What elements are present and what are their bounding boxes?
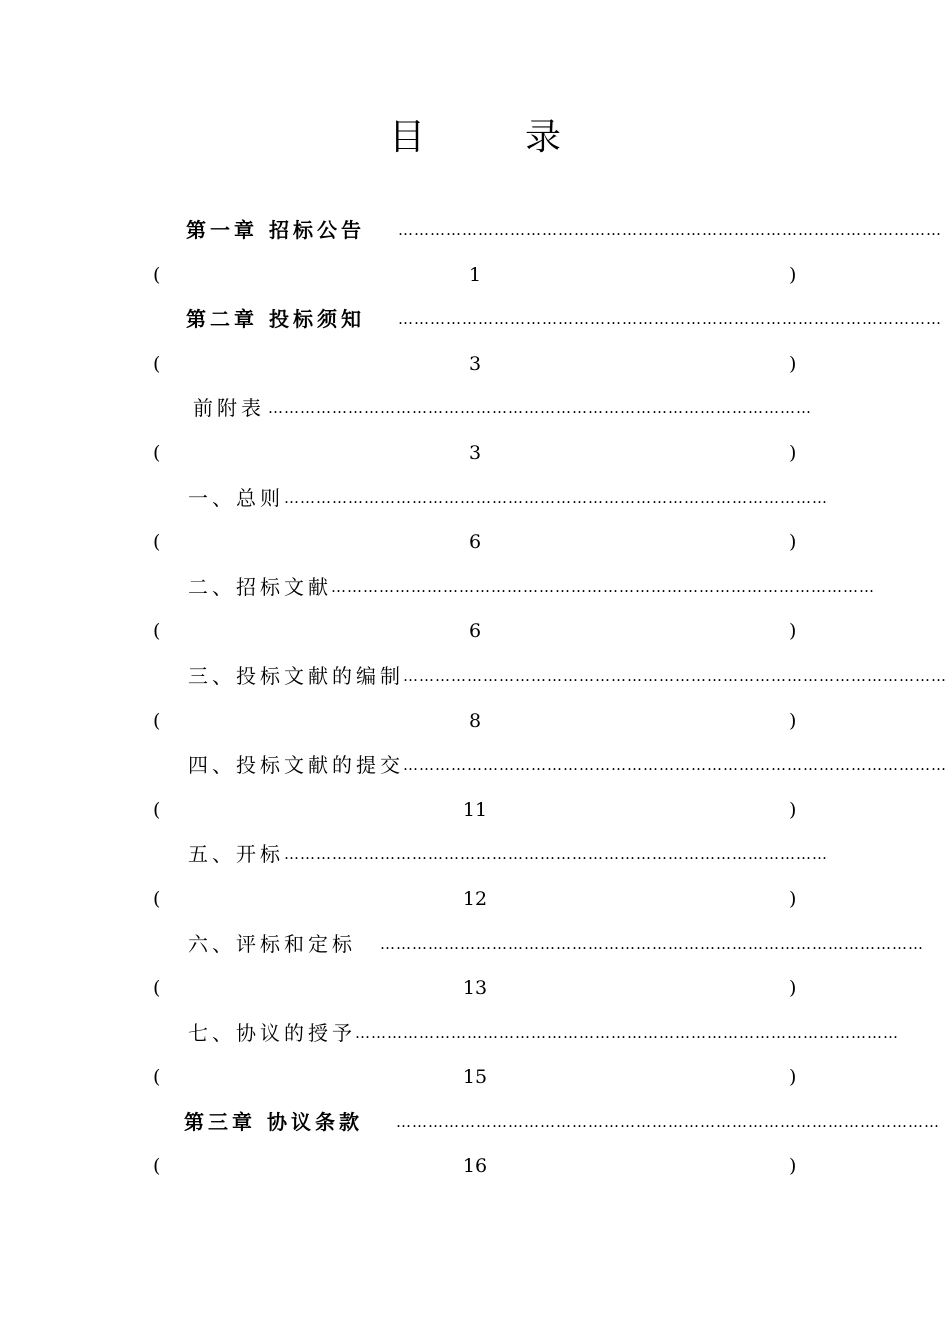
toc-entry[interactable] (0, 922, 950, 967)
toc-entry-label: 一、总则 (188, 485, 284, 510)
open-parenthesis: ( (153, 977, 161, 1000)
toc-entry[interactable] (0, 1011, 950, 1056)
toc-entry-label: 五、开标 (188, 842, 284, 867)
toc-page-number: 8 (468, 709, 482, 732)
close-parenthesis: ) (789, 887, 797, 910)
toc-entry-label: 第三章 协议条款 (184, 1109, 363, 1134)
toc-leader-dots: ………………………………………………………………………………………… (355, 1023, 899, 1042)
toc-page-number: 1 (468, 263, 482, 286)
title-char-2: 录 (525, 117, 562, 158)
close-parenthesis: ) (789, 531, 797, 554)
toc-entry-label: 前附表 (193, 396, 265, 421)
page-title (0, 112, 950, 164)
toc-leader-dots: ………………………………………………………………………………………… (284, 488, 828, 507)
toc-entry[interactable] (0, 208, 950, 253)
toc-page-number: 15 (462, 1066, 488, 1089)
toc-leader-dots: ………………………………………………………………………………………… (403, 666, 947, 685)
toc-leader-dots: ………………………………………………………………………………………… (396, 1112, 940, 1131)
toc-page-number: 6 (468, 620, 482, 643)
toc-leader-dots: ………………………………………………………………………………………… (331, 577, 875, 596)
toc-page-number: 3 (468, 352, 482, 375)
toc-entry[interactable] (0, 565, 950, 610)
open-parenthesis: ( (153, 263, 161, 286)
toc-entry-label: 第二章 投标须知 (186, 307, 365, 332)
close-parenthesis: ) (789, 620, 797, 643)
toc-page-line (0, 1055, 950, 1100)
toc-entry[interactable] (0, 297, 950, 342)
toc-page-number: 6 (468, 531, 482, 554)
toc-page-number: 12 (462, 887, 488, 910)
toc-entry-label: 三、投标文献的编制 (188, 663, 404, 688)
toc-page-line (0, 431, 950, 476)
open-parenthesis: ( (153, 887, 161, 910)
toc-entry[interactable] (0, 386, 950, 431)
toc-page-line (0, 699, 950, 744)
close-parenthesis: ) (789, 263, 797, 286)
toc-entry[interactable] (0, 1100, 950, 1145)
close-parenthesis: ) (789, 1155, 797, 1178)
toc-page-number: 11 (462, 798, 488, 821)
open-parenthesis: ( (153, 1066, 161, 1089)
toc-entry-label: 第一章 招标公告 (186, 218, 365, 242)
open-parenthesis: ( (153, 1155, 161, 1178)
toc-page-line (0, 253, 950, 298)
toc-entry[interactable] (0, 654, 950, 699)
toc-leader-dots: ………………………………………………………………………………………… (403, 756, 947, 775)
open-parenthesis: ( (153, 352, 161, 375)
toc-page-number: 3 (468, 441, 482, 464)
close-parenthesis: ) (789, 709, 797, 732)
toc-entry-label: 四、投标文献的提交 (188, 753, 404, 778)
toc-entry[interactable] (0, 832, 950, 877)
open-parenthesis: ( (153, 798, 161, 821)
toc-page-line (0, 877, 950, 922)
close-parenthesis: ) (789, 1066, 797, 1089)
close-parenthesis: ) (789, 977, 797, 1000)
toc-entry-label: 二、招标文献 (188, 574, 332, 599)
toc-page-number: 16 (462, 1155, 488, 1178)
open-parenthesis: ( (153, 709, 161, 732)
close-parenthesis: ) (789, 798, 797, 821)
toc-page-line (0, 342, 950, 387)
toc-page-line (0, 966, 950, 1011)
toc-page-line (0, 609, 950, 654)
toc-entry[interactable] (0, 476, 950, 521)
title-char-1: 目 (388, 117, 425, 158)
toc-page-line (0, 788, 950, 833)
toc-leader-dots: ………………………………………………………………………………………… (398, 221, 942, 239)
open-parenthesis: ( (153, 441, 161, 464)
toc-page-line (0, 520, 950, 565)
toc-entry[interactable] (0, 743, 950, 788)
open-parenthesis: ( (153, 620, 161, 643)
toc-leader-dots: ………………………………………………………………………………………… (398, 310, 942, 329)
toc-page-number: 13 (462, 977, 488, 1000)
close-parenthesis: ) (789, 352, 797, 375)
toc-leader-dots: ………………………………………………………………………………………… (284, 845, 828, 864)
open-parenthesis: ( (153, 531, 161, 554)
toc-leader-dots: ………………………………………………………………………………………… (268, 399, 812, 418)
toc-entry-label: 七、协议的授予 (188, 1020, 356, 1045)
close-parenthesis: ) (789, 441, 797, 464)
table-of-contents (0, 208, 950, 1189)
toc-leader-dots: ………………………………………………………………………………………… (380, 934, 924, 953)
toc-entry-label: 六、评标和定标 (188, 931, 356, 956)
toc-page-line (0, 1144, 950, 1189)
